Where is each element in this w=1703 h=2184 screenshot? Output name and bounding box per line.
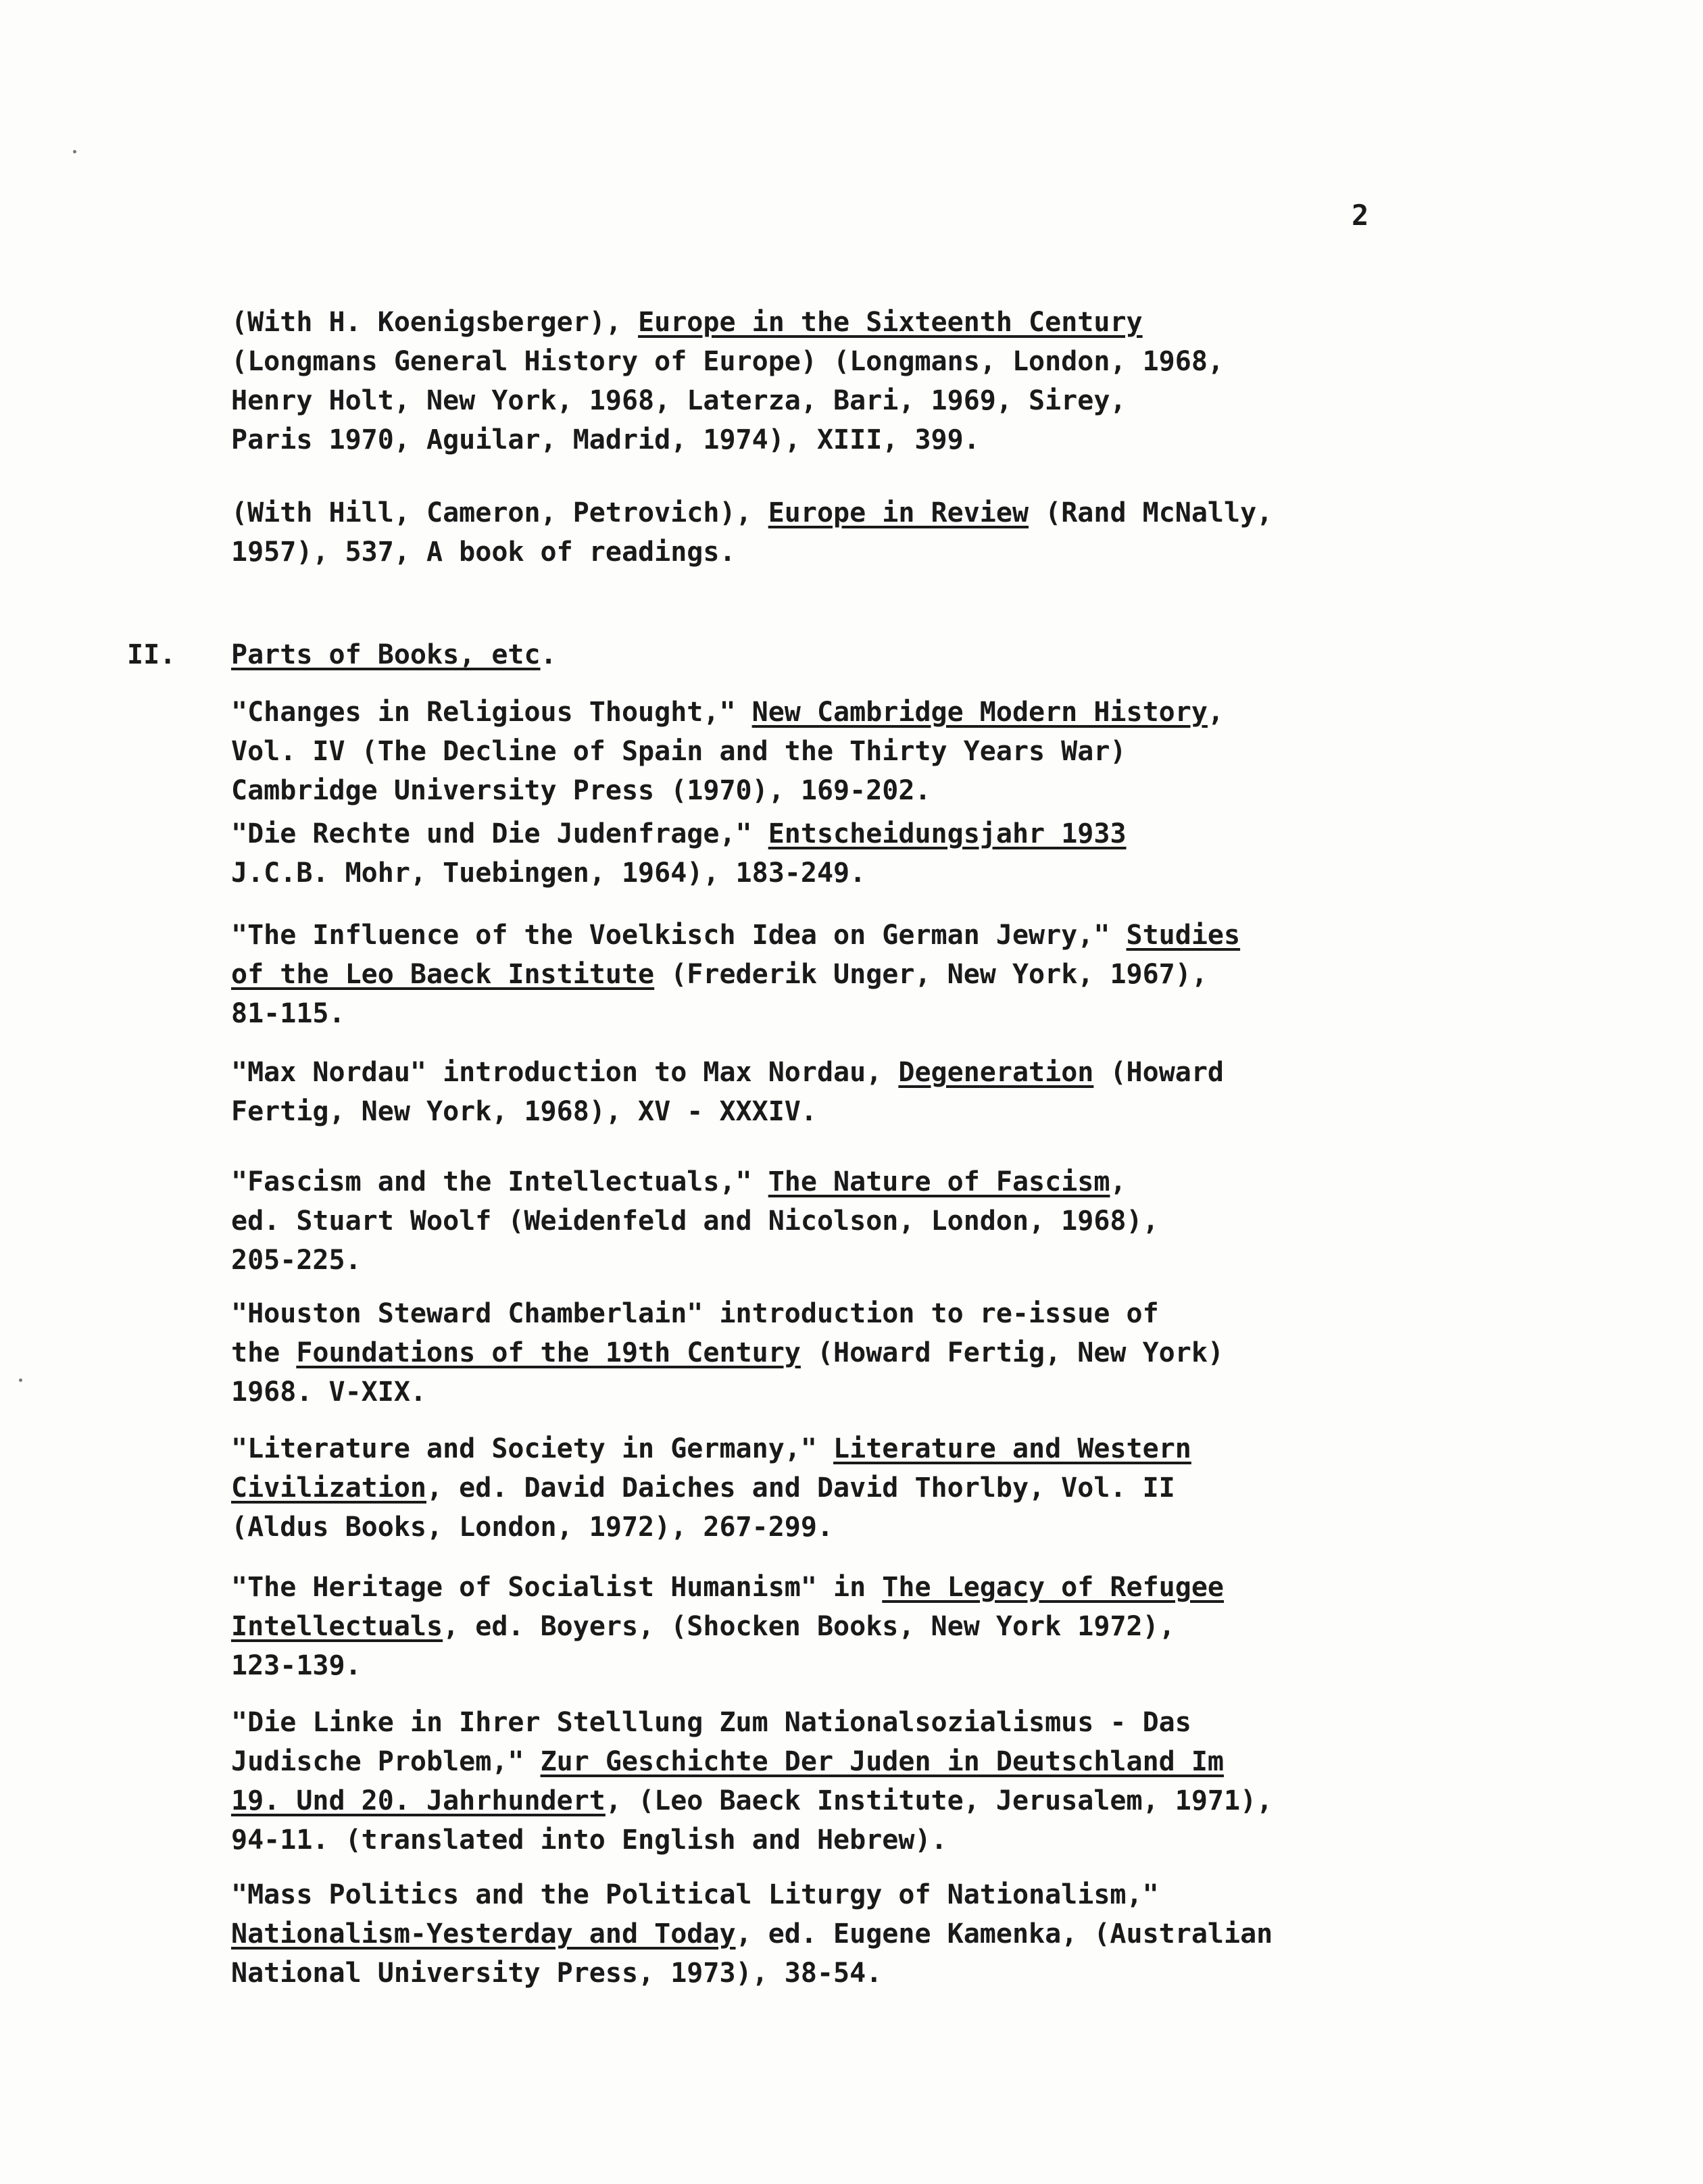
book-entry-pre: (With H. Koenigsberger),	[231, 307, 639, 338]
entry-post: J.C.B. Mohr, Tuebingen, 1964), 183-249.	[231, 858, 866, 889]
entry-pre: "Max Nordau" introduction to Max Nordau,	[231, 1057, 899, 1088]
entry-pre: "Die Rechte und Die Judenfrage,"	[231, 818, 768, 849]
entry-title: Literature and Western Civilization	[231, 1433, 1191, 1504]
entry-pre: "The Influence of the Voelkisch Idea on German Jewry,"	[231, 920, 1127, 951]
entry-post: , ed. Stuart Woolf (Weidenfeld and Nicolson, London, 1968), 205-225.	[231, 1166, 1159, 1276]
entry-die-linke	[231, 1703, 1569, 1860]
entry-post: (Howard Fertig, New York) 1968. V-XIX.	[231, 1337, 1225, 1408]
entry-mass-politics	[231, 1875, 1569, 1993]
book-title: Europe in the Sixteenth Century	[638, 307, 1143, 338]
scan-speck	[19, 1379, 22, 1382]
entry-socialist-humanism	[231, 1568, 1569, 1685]
entry-post: , Vol. IV (The Decline of Spain and the Thirty Years War) Cambridge University Press (1970), 169-202.	[231, 697, 1225, 806]
entry-max-nordau	[231, 1053, 1569, 1131]
entry-literature-society-germany	[231, 1429, 1569, 1547]
entry-title: The Legacy of Refugee Intellectuals	[231, 1572, 1225, 1642]
entry-title: Nationalism-Yesterday and Today	[231, 1918, 736, 1950]
book-entry-pre: (With Hill, Cameron, Petrovich),	[231, 497, 768, 528]
entry-pre: "Mass Politics and the Political Liturgy of Nationalism,"	[231, 1879, 1159, 1910]
entry-post: , ed. Eugene Kamenka, (Australian National University Press, 1973), 38-54.	[231, 1918, 1273, 1989]
entry-changes-in-religious-thought	[231, 693, 1569, 810]
entry-post: , ed. David Daiches and David Thorlby, Vol. II (Aldus Books, London, 1972), 267-299.	[231, 1472, 1175, 1543]
book-entry-europe-in-review	[231, 493, 1569, 572]
section-heading	[231, 635, 557, 674]
book-title: Europe in Review	[768, 497, 1029, 528]
section-title-suffix: .	[540, 639, 557, 670]
book-entry-post: (Longmans General History of Europe) (Longmans, London, 1968, Henry Holt, New York, 1968, Laterza, Bari, 1969, Sirey, Paris 1970, Aguilar, Madrid, 1974), XIII, 399.	[231, 346, 1225, 455]
section-title: Parts of Books, etc	[231, 639, 541, 670]
entry-post: (Howard Fertig, New York, 1968), XV - XXXIV.	[231, 1057, 1225, 1127]
entry-post: , (Leo Baeck Institute, Jerusalem, 1971), 94-11. (translated into English and Hebrew).	[231, 1785, 1273, 1856]
entry-pre: "Houston Steward Chamberlain" introduction to re-issue of the	[231, 1298, 1159, 1368]
book-entry-europe-sixteenth-century	[231, 303, 1569, 460]
entry-title: The Nature of Fascism	[768, 1166, 1110, 1197]
entry-title: Entscheidungsjahr 1933	[768, 818, 1127, 849]
entry-title: New Cambridge Modern History	[751, 697, 1208, 728]
entry-die-rechte	[231, 814, 1569, 893]
section-number: II.	[127, 639, 176, 670]
entry-title: Foundations of the 19th Century	[296, 1337, 801, 1368]
entry-pre: "Literature and Society in Germany,"	[231, 1433, 834, 1464]
book-entry-post: (Rand McNally, 1957), 537, A book of readings.	[231, 497, 1273, 568]
entry-title: Studies of the Leo Baeck Institute	[231, 920, 1241, 990]
entry-post: (Frederik Unger, New York, 1967), 81-115.	[231, 959, 1208, 1029]
entry-title: Zur Geschichte Der Juden in Deutschland Im 19. Und 20. Jahrhundert	[231, 1746, 1225, 1816]
entry-pre: "Fascism and the Intellectuals,"	[231, 1166, 768, 1197]
entry-fascism-intellectuals	[231, 1162, 1569, 1280]
entry-pre: "The Heritage of Socialist Humanism" in	[231, 1572, 883, 1603]
entry-pre: "Die Linke in Ihrer Stelllung Zum Nationalsozialismus - Das Judische Problem,"	[231, 1707, 1191, 1777]
entry-voelkisch-idea	[231, 916, 1569, 1033]
scan-speck	[73, 150, 76, 153]
entry-houston-chamberlain	[231, 1294, 1569, 1412]
entry-pre: "Changes in Religious Thought,"	[231, 697, 752, 728]
page-number: 2	[1352, 199, 1369, 232]
entry-post: , ed. Boyers, (Shocken Books, New York 1972), 123-139.	[231, 1611, 1175, 1681]
entry-title: Degeneration	[898, 1057, 1094, 1088]
